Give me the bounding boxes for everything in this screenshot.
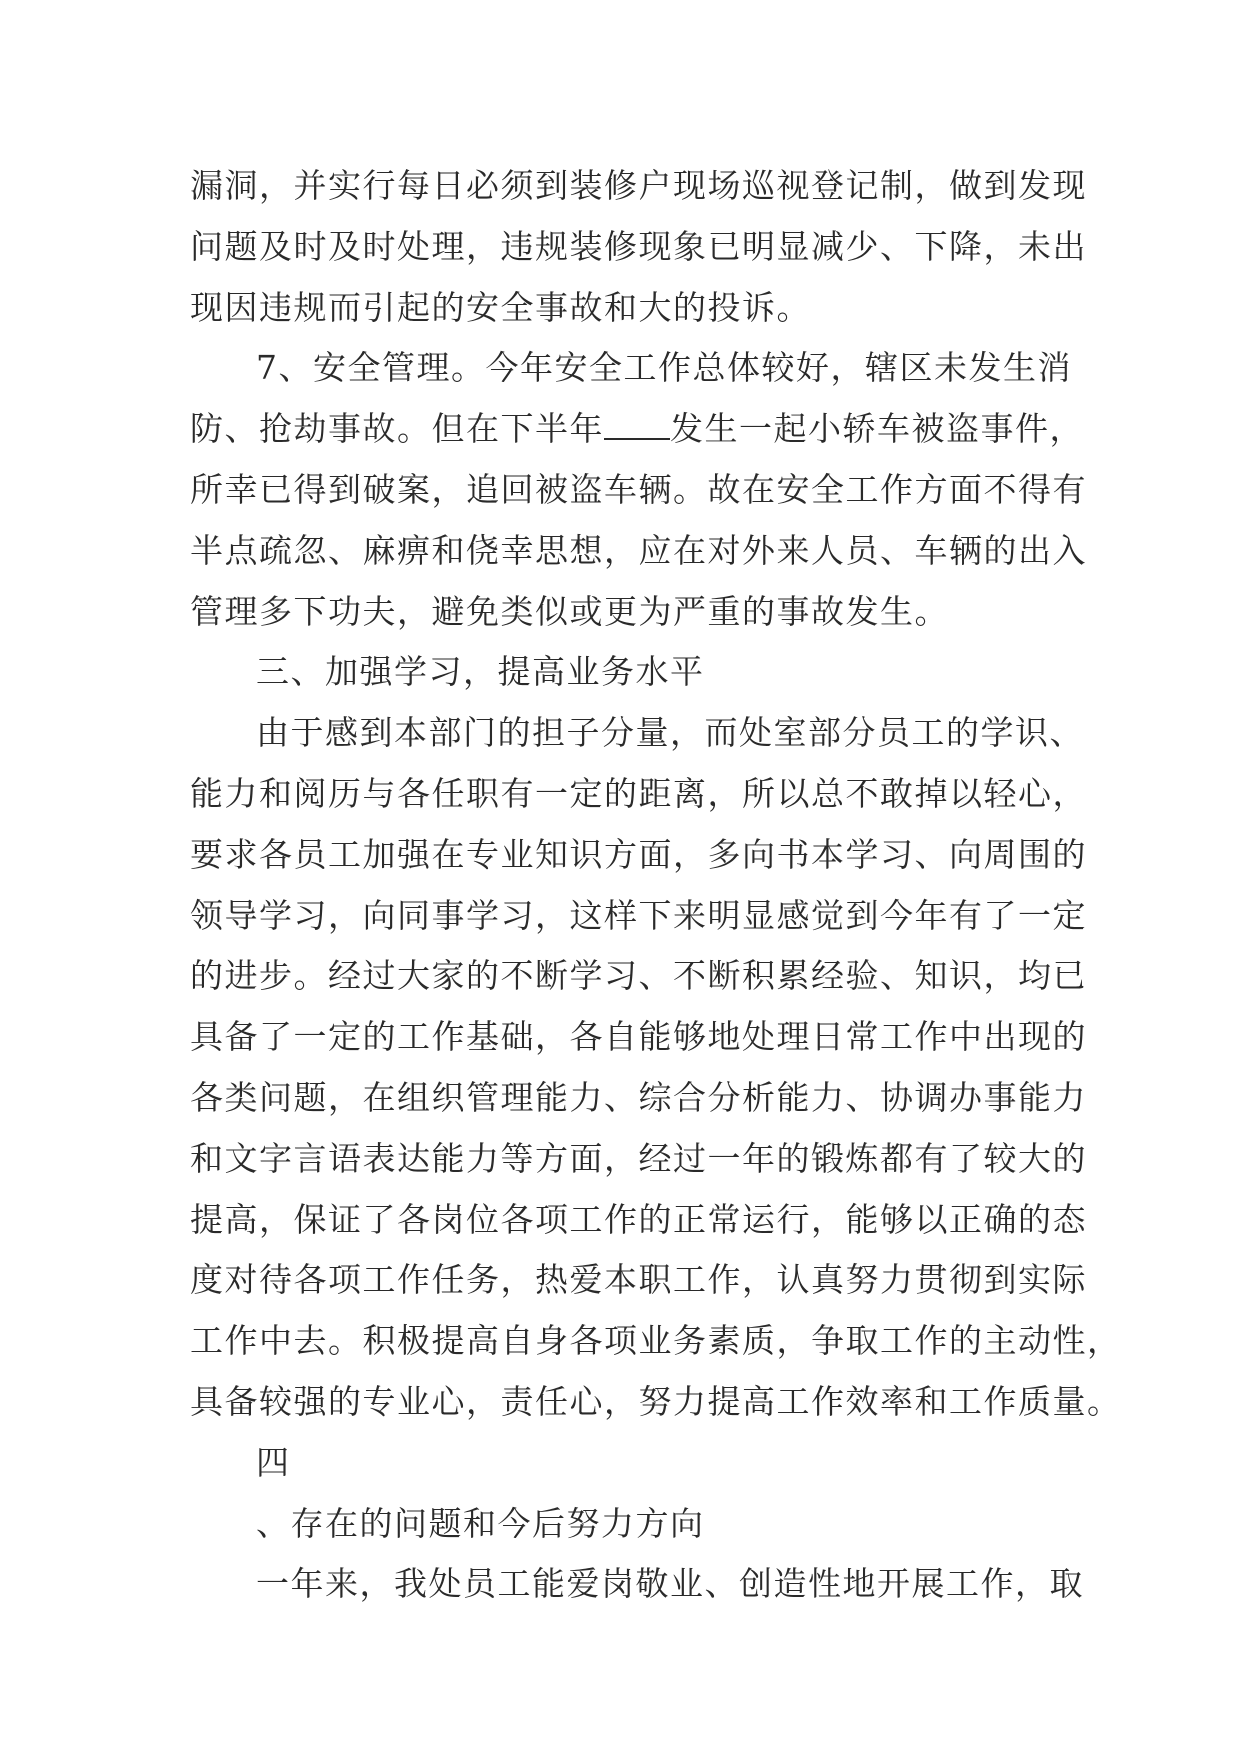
text-line: 各类问题，在组织管理能力、综合分析能力、协调办事能力	[190, 1077, 1087, 1117]
section-7-heading-line: 7、安全管理。今年安全工作总体较好，辖区未发生消	[256, 348, 1072, 388]
text-line: 问题及时及时处理，违规装修现象已明显减少、下降，未出	[190, 226, 1087, 266]
text-line: 和文字言语表达能力等方面，经过一年的锻炼都有了较大的	[190, 1138, 1087, 1178]
text-line: 领导学习，向同事学习，这样下来明显感觉到今年有了一定	[190, 895, 1087, 935]
text-line: 能力和阅历与各任职有一定的距离，所以总不敢掉以轻心，	[190, 773, 1087, 813]
text-line: 漏洞，并实行每日必须到装修户现场巡视登记制，做到发现	[190, 166, 1087, 205]
document-body	[190, 156, 1122, 1615]
section-3-heading: 三、加强学习，提高业务水平	[256, 652, 705, 692]
text-line: 的进步。经过大家的不断学习、不断积累经验、知识，均已	[190, 956, 1087, 996]
section-4-heading: 、存在的问题和今后努力方向	[256, 1503, 705, 1543]
text-line-with-blank	[190, 399, 1084, 460]
text-line: 具备较强的专业心，责任心，努力提高工作效率和工作质量。	[190, 1381, 1122, 1421]
text-line: 度对待各项工作任务，热爱本职工作，认真努力贯彻到实际	[190, 1260, 1087, 1300]
paragraph-start-line: 一年来，我处员工能爱岗敬业、创造性地开展工作，取	[256, 1564, 1084, 1604]
text-line: 工作中去。积极提高自身各项业务素质，争取工作的主动性，	[190, 1321, 1122, 1361]
text-line: 现因违规而引起的安全事故和大的投诉。	[190, 287, 811, 327]
text-segment: 防、抢劫事故。但在下半年	[190, 409, 604, 449]
text-line: 具备了一定的工作基础，各自能够地处理日常工作中出现的	[190, 1017, 1087, 1057]
text-segment: 发生一起小轿车被盗事件，	[670, 409, 1084, 449]
text-line: 管理多下功夫，避免类似或更为严重的事故发生。	[190, 591, 949, 631]
fill-in-blank	[604, 408, 670, 440]
section-4-number: 四	[256, 1442, 291, 1482]
text-line: 提高，保证了各岗位各项工作的正常运行，能够以正确的态	[190, 1199, 1087, 1239]
paragraph-start-line: 由于感到本部门的担子分量，而处室部分员工的学识、	[256, 713, 1084, 753]
text-line: 所幸已得到破案，追回被盗车辆。故在安全工作方面不得有	[190, 469, 1087, 509]
text-line: 半点疏忽、麻痹和侥幸思想，应在对外来人员、车辆的出入	[190, 530, 1087, 570]
text-line: 要求各员工加强在专业知识方面，多向书本学习、向周围的	[190, 834, 1087, 874]
